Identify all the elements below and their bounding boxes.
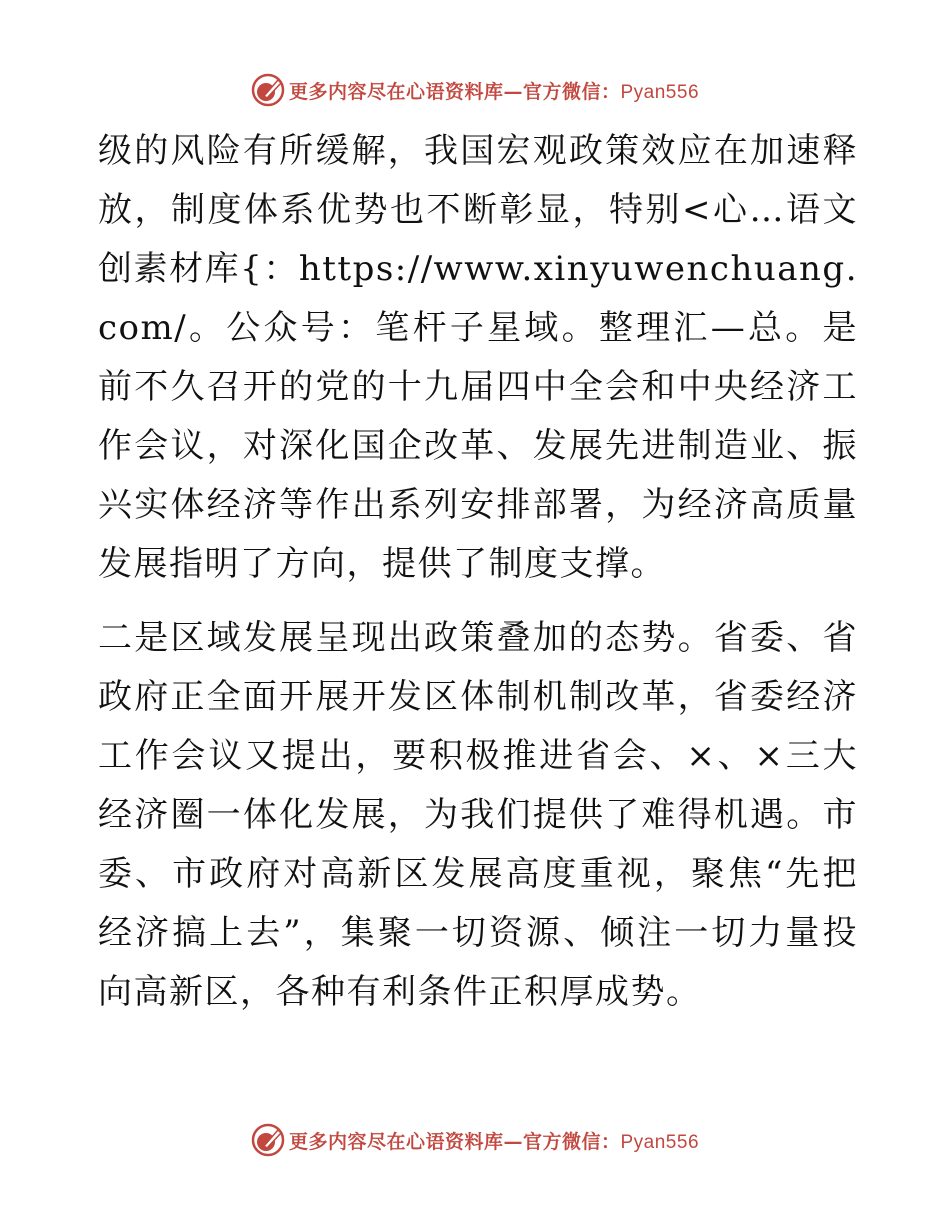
paragraph-1: 级的风险有所缓解，我国宏观政策效应在加速释放，制度体系优势也不断彰显，特别<心…语文创素材库{：https://www.xinyuwenchuang.com/。公众号：笔杆子星域。整理汇—总。是前不久召开的党的十九届四中全会和中央经济工作会议，对深化国企改革、发展先进制造业、振兴实体经济等作出系列安排部署，为经济高质量发展指明了方向，提供了制度支撑。	[98, 131, 858, 584]
banner-text: 更多内容尽在心语资料库—官方微信：	[288, 1130, 621, 1153]
pen-logo-icon	[251, 73, 285, 107]
wechat-id: Pyan556	[620, 81, 700, 103]
banner-text: 更多内容尽在心语资料库—官方微信：	[288, 80, 621, 103]
footer-banner	[0, 1120, 950, 1160]
wechat-id: Pyan556	[620, 1131, 700, 1153]
pen-logo-icon	[251, 1123, 285, 1157]
document-body	[98, 122, 858, 1022]
paragraph-2: 二是区域发展呈现出政策叠加的态势。省委、省政府正全面开展开发区体制机制改革，省委经济工作会议又提出，要积极推进省会、×、×三大经济圈一体化发展，为我们提供了难得机遇。市委、市政府对高新区发展高度重视，聚焦“先把经济搞上去”，集聚一切资源、倾注一切力量投向高新区，各种有利条件正积厚成势。	[98, 618, 858, 1012]
header-banner	[0, 70, 950, 110]
